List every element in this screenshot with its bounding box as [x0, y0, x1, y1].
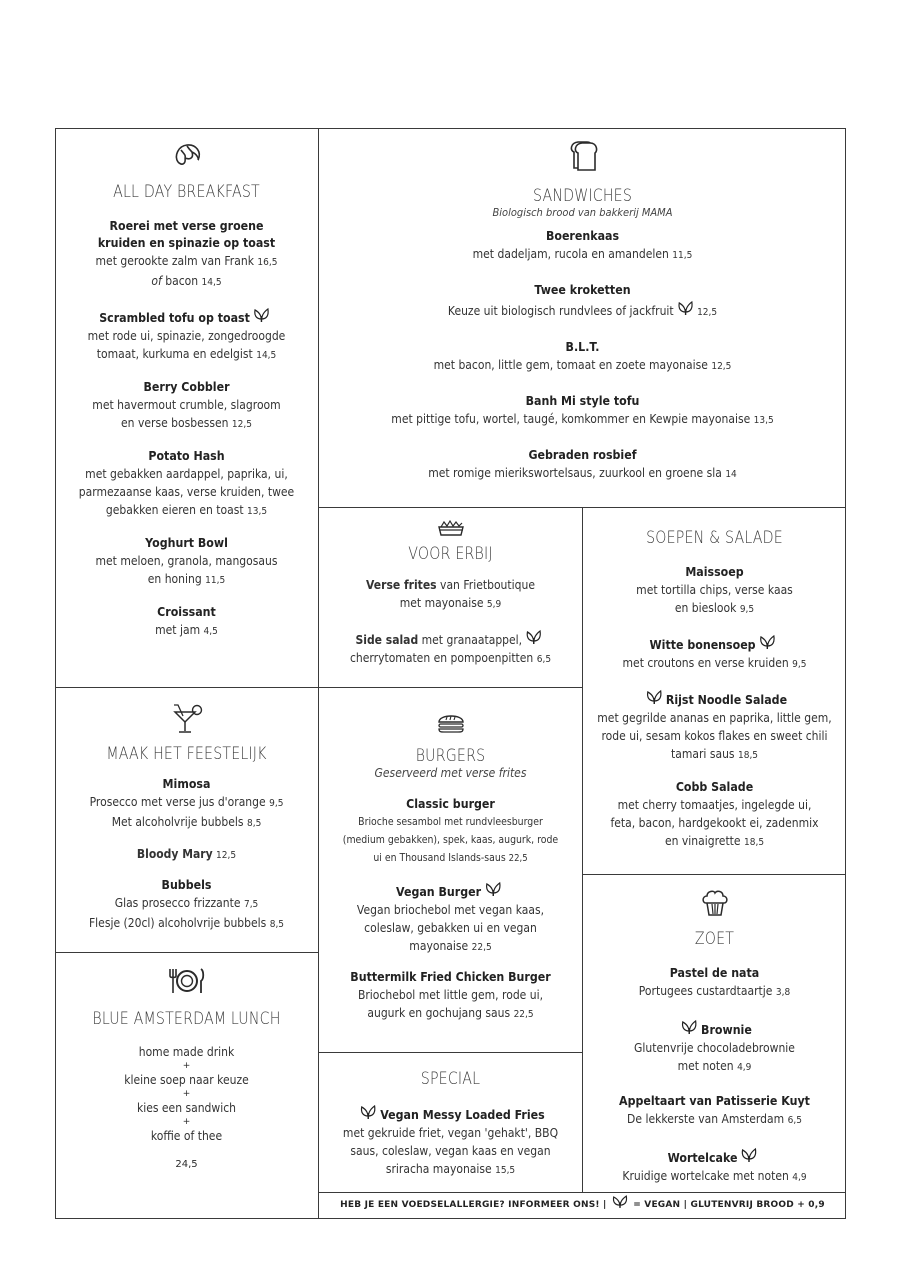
item-price: 14,5: [256, 350, 277, 361]
item-price: 8,5: [246, 818, 262, 829]
item-desc: De lekkerste van Amsterdam 6,5: [627, 1112, 802, 1126]
cupcake-icon: [701, 889, 729, 919]
fries-basket-icon: [435, 518, 467, 538]
item-price: 8,5: [269, 919, 285, 930]
item-desc: parmezaanse kaas, verse kruiden, twee: [78, 485, 295, 499]
item-desc: Glas prosecco frizzante 7,5: [114, 896, 259, 910]
item-desc: mayonaise 22,5: [409, 939, 492, 953]
item-price: 7,5: [243, 899, 259, 910]
item-desc: Brioche sesambol met rundvleesburger: [358, 815, 543, 828]
item-desc: augurk en gochujang saus 22,5: [367, 1006, 534, 1020]
item-desc: Vegan briochebol met vegan kaas,: [356, 903, 545, 917]
item-desc: of bacon 14,5: [151, 274, 222, 288]
section-sweet: [582, 874, 846, 1192]
menu-item: [583, 1146, 846, 1187]
section-title: BLUE AMSTERDAM LUNCH: [92, 1009, 281, 1028]
item-price: 18,5: [737, 750, 759, 761]
item-desc: met dadeljam, rucola en amandelen 11,5: [472, 247, 693, 261]
item-desc: Keuze uit biologisch rundvlees of jackfruit 12,5: [345, 299, 819, 322]
item-price: 9,5: [739, 604, 755, 615]
item-name: Appeltaart van Patisserie Kuyt: [619, 1094, 810, 1108]
vegan-legend: = VEGAN: [633, 1200, 681, 1210]
item-price: 22,5: [513, 1009, 534, 1020]
item-desc: cherrytomaten en pompoenpitten 6,5: [349, 651, 552, 665]
item-desc: (medium gebakken), spek, kaas, augurk, rode: [342, 833, 559, 846]
cocktail-icon: [169, 702, 205, 736]
item-desc: Met alcoholvrije bubbels 8,5: [111, 815, 262, 829]
item-price: 9,5: [269, 798, 284, 809]
plus-sign: +: [182, 1117, 191, 1127]
item-name: Side salad: [355, 633, 419, 647]
menu-item: [55, 604, 318, 641]
menu-item: [583, 1093, 846, 1130]
item-desc: met romige mierikswortelsaus, zuurkool en groene sla 14: [428, 466, 737, 480]
item-price: 5,9: [486, 599, 502, 610]
item-price: 6,5: [536, 654, 552, 665]
item-name: Buttermilk Fried Chicken Burger: [350, 970, 551, 984]
leaf-icon: [611, 1194, 629, 1209]
item-desc: met gegrilde ananas en paprika, little gem,: [597, 711, 832, 725]
menu-item: [55, 379, 318, 434]
section-title: SPECIAL: [420, 1069, 481, 1088]
item-price: 16,5: [257, 257, 278, 268]
section-breakfast: [55, 128, 318, 687]
item-price: 4,5: [203, 626, 218, 637]
menu-item: [319, 393, 846, 430]
item-desc: met tortilla chips, verse kaas: [636, 583, 793, 597]
section-title: ZOET: [694, 929, 735, 948]
menu-item: [319, 447, 846, 484]
section-title: MAAK HET FEESTELIJK: [106, 744, 267, 763]
menu-item: [55, 535, 318, 590]
item-name: Classic burger: [406, 797, 495, 811]
item-price: 15,5: [495, 1165, 516, 1176]
item-name: Wortelcake: [594, 1146, 836, 1167]
item-price: 12,5: [216, 850, 237, 861]
item-price: 4,9: [792, 1172, 807, 1183]
item-desc: Prosecco met verse jus d'orange 9,5: [89, 795, 284, 809]
item-desc: met cherry tomaatjes, ingelegde ui,: [617, 798, 812, 812]
item-price: 18,5: [744, 837, 765, 848]
menu-item: [319, 576, 582, 614]
item-desc: Portugees custardtaartje 3,8: [638, 984, 791, 998]
burger-icon: [436, 710, 466, 734]
lunch-line: koffie of thee: [150, 1129, 223, 1143]
leaf-icon: [676, 299, 694, 317]
item-desc: Verse frites van Frietboutique: [366, 578, 535, 592]
item-desc: Side salad met granaatappel,: [332, 628, 569, 649]
item-price: 22,5: [508, 853, 528, 864]
menu-item: [55, 845, 318, 865]
lunch-line: home made drink: [138, 1045, 235, 1059]
item-name: Bloody Mary: [136, 847, 213, 861]
menu-item: [55, 776, 318, 833]
item-name: Vegan Burger: [330, 880, 572, 901]
leaf-icon: [758, 633, 776, 651]
menu-item: [55, 448, 318, 521]
menu-item: [583, 779, 846, 852]
menu-item: [583, 1018, 846, 1077]
item-desc: gebakken eieren en toast 13,5: [105, 503, 268, 517]
separator: |: [603, 1200, 607, 1210]
section-title: VOOR ERBIJ: [408, 544, 493, 563]
item-name: Bubbels: [161, 878, 212, 892]
footer-note: [318, 1192, 846, 1219]
item-desc: met rode ui, spinazie, zongedroogde: [87, 329, 286, 343]
item-name: Banh Mi style tofu: [525, 394, 640, 408]
item-desc: met havermout crumble, slagroom: [92, 398, 281, 412]
lunch-line: kleine soep naar keuze: [124, 1073, 249, 1087]
item-desc: feta, bacon, hardgekookt ei, zadenmix: [610, 816, 819, 830]
item-name: Gebraden rosbief: [528, 448, 637, 462]
item-name: Scrambled tofu op toast: [66, 306, 308, 327]
section-sides: [318, 507, 582, 687]
item-price: 13,5: [753, 415, 774, 426]
item-desc: saus, coleslaw, vegan kaas en vegan: [350, 1144, 551, 1158]
item-desc: met mayonaise 5,9: [399, 596, 502, 610]
item-desc: sriracha mayonaise 15,5: [385, 1162, 516, 1176]
lunch-lines: [55, 1043, 318, 1145]
item-price: 3,8: [775, 987, 791, 998]
item-name: Witte bonensoep: [594, 633, 836, 654]
item-desc: ui en Thousand Islands-saus 22,5: [373, 851, 528, 864]
item-desc: met bacon, little gem, tomaat en zoete mayonaise 12,5: [433, 358, 732, 372]
leaf-icon: [253, 306, 271, 324]
item-name: kruiden en spinazie op toast: [97, 236, 276, 250]
item-desc: coleslaw, gebakken ui en vegan: [364, 921, 537, 935]
item-desc: Glutenvrije chocoladebrownie: [634, 1041, 795, 1055]
item-price: 22,5: [471, 942, 492, 953]
section-sandwiches: [318, 128, 846, 507]
item-price: 13,5: [247, 506, 268, 517]
item-name: Cobb Salade: [675, 780, 754, 794]
section-drinks: [55, 687, 318, 952]
section-title: SANDWICHES: [532, 186, 633, 205]
menu-item: [319, 796, 582, 868]
leaf-icon: [525, 628, 543, 646]
item-price: 12,5: [711, 361, 732, 372]
item-price: 4,9: [737, 1062, 752, 1073]
menu-item: [583, 564, 846, 619]
menu-item: [319, 969, 582, 1024]
section-subtitle: Biologisch brood van bakkerij MAMA: [492, 206, 673, 219]
menu-item: [319, 880, 582, 957]
menu-item: [55, 218, 318, 292]
item-desc: met croutons en verse kruiden 9,5: [622, 656, 807, 670]
item-name: Mimosa: [162, 777, 211, 791]
plus-sign: +: [182, 1061, 191, 1071]
section-title: BURGERS: [415, 746, 486, 765]
item-price: 6,5: [787, 1115, 802, 1126]
section-lunch: [55, 952, 318, 1219]
menu-item: [55, 877, 318, 934]
item-name: Croissant: [157, 605, 216, 619]
item-price: 11,5: [672, 250, 693, 261]
item-desc: tamari saus 18,5: [670, 747, 759, 761]
leaf-icon: [645, 688, 663, 706]
plate-cutlery-icon: [167, 967, 207, 995]
item-desc: met gerookte zalm van Frank 16,5: [95, 254, 278, 268]
allergy-note: HEB JE EEN VOEDSELALLERGIE? INFORMEER ONS!: [340, 1200, 600, 1210]
lunch-price: 24,5: [175, 1159, 198, 1170]
gluten-free-note: GLUTENVRIJ BROOD + 0,9: [690, 1200, 825, 1210]
item-desc: en verse bosbessen 12,5: [121, 416, 252, 430]
item-name: Pastel de nata: [669, 966, 760, 980]
item-desc: Briochebol met little gem, rode ui,: [357, 988, 544, 1002]
section-subtitle: Geserveerd met verse frites: [374, 766, 527, 780]
menu-item: [319, 282, 846, 322]
section-title: ALL DAY BREAKFAST: [113, 182, 260, 201]
lunch-line: kies een sandwich: [136, 1101, 237, 1115]
item-name: Verse frites: [366, 578, 437, 592]
menu-item: [319, 228, 846, 265]
item-name: B.L.T.: [565, 340, 600, 354]
item-name: Yoghurt Bowl: [145, 536, 228, 550]
plus-sign: +: [182, 1089, 191, 1099]
separator: |: [683, 1200, 688, 1210]
leaf-icon: [484, 880, 502, 898]
item-name: Rijst Noodle Salade: [594, 688, 836, 709]
menu-item: [319, 339, 846, 376]
menu-item: [55, 306, 318, 365]
item-price: 14: [725, 469, 737, 480]
item-name: Twee kroketten: [534, 283, 631, 297]
item-name: Potato Hash: [148, 449, 225, 463]
item-desc: met gebakken aardappel, paprika, ui,: [85, 467, 288, 481]
leaf-icon: [359, 1103, 377, 1121]
item-desc: met jam 4,5: [155, 623, 218, 637]
item-price: 12,5: [231, 419, 252, 430]
item-name: Vegan Messy Loaded Fries: [330, 1103, 572, 1124]
section-title: SOEPEN & SALADE: [646, 528, 783, 547]
item-desc: [68, 845, 305, 865]
item-desc: en vinaigrette 18,5: [664, 834, 765, 848]
item-desc: en honing 11,5: [147, 572, 226, 586]
item-desc: en bieslook 9,5: [674, 601, 755, 615]
menu-item: [583, 965, 846, 1002]
item-desc: met meloen, granola, mangosaus: [95, 554, 278, 568]
item-price: 11,5: [205, 575, 226, 586]
item-name: Maissoep: [685, 565, 744, 579]
section-burgers: [318, 687, 582, 1052]
menu-item: [583, 633, 846, 674]
section-soups: [582, 507, 846, 874]
item-price: 12,5: [697, 307, 718, 318]
section-special: [318, 1052, 582, 1192]
item-name: Roerei met verse groene: [109, 219, 264, 233]
croissant-icon: [170, 140, 204, 170]
item-desc: Kruidige wortelcake met noten 4,9: [622, 1169, 807, 1183]
menu-item: [583, 688, 846, 765]
item-desc: met gekruide friet, vegan 'gehakt', BBQ: [342, 1126, 559, 1140]
bread-icon: [565, 138, 601, 174]
menu-item: [319, 1103, 582, 1180]
item-desc: Flesje (20cl) alcoholvrije bubbels 8,5: [88, 916, 285, 930]
item-desc: tomaat, kurkuma en edelgist 14,5: [96, 347, 277, 361]
item-price: 9,5: [792, 659, 807, 670]
item-desc: met pittige tofu, wortel, taugé, komkommer en Kewpie mayonaise 13,5: [391, 412, 774, 426]
menu-item: [319, 628, 582, 669]
leaf-icon: [740, 1146, 758, 1164]
item-name: Berry Cobbler: [143, 380, 230, 394]
item-desc: met noten 4,9: [677, 1059, 752, 1073]
item-name: Brownie: [594, 1018, 836, 1039]
item-price: 14,5: [201, 277, 222, 288]
item-desc: rode ui, sesam kokos flakes en sweet chili: [601, 729, 828, 743]
item-name: Boerenkaas: [545, 229, 620, 243]
leaf-icon: [680, 1018, 698, 1036]
